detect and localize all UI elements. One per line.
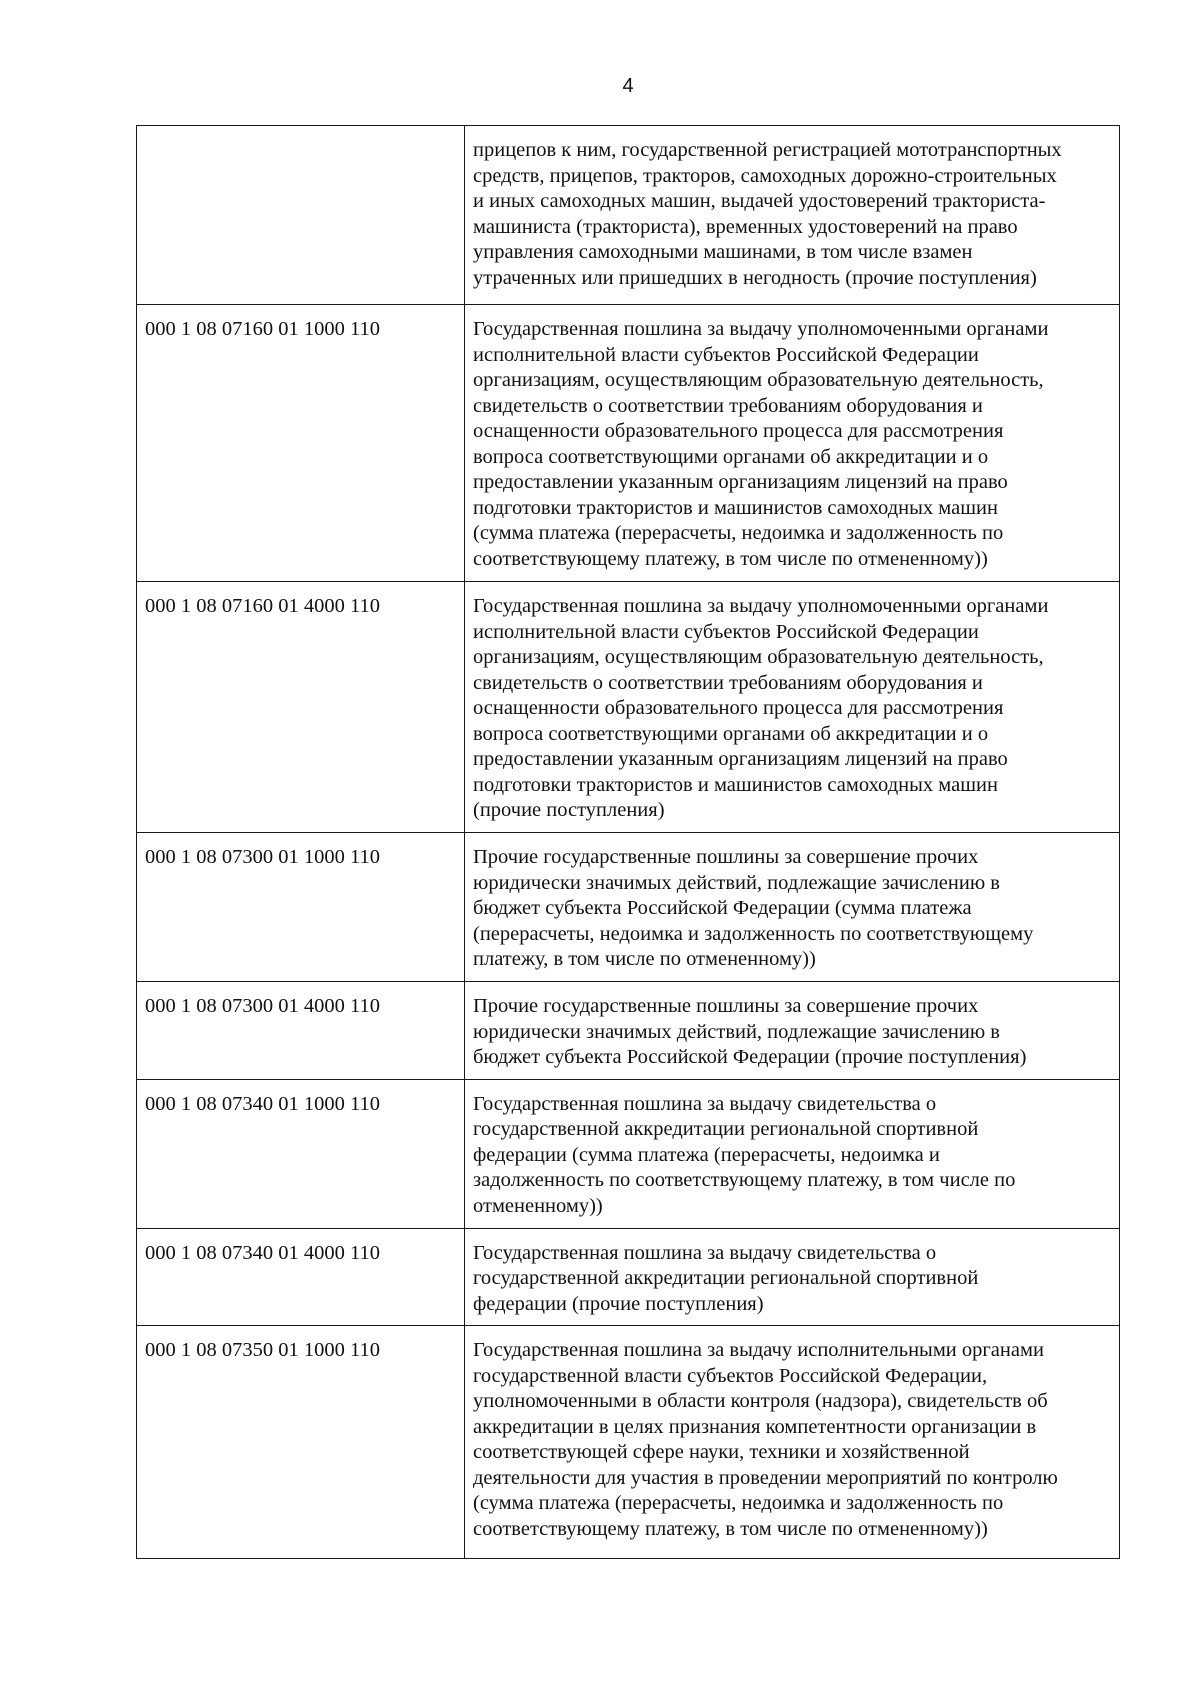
description-cell: Государственная пошлина за выдачу уполномоченными органами исполнительной власти субъектов Российской Федерации организациям, осуществляющим образовательную деятельность, свидетельств о соответствии требованиям оборудования и оснащенности образовательного процесса для рассмотрения вопроса соответствующими органами об аккредитации и о предоставлении указанным организациям лицензий на право подготовки трактористов и машинистов самоходных машин (сумма платежа (перерасчеты, недоимка и задолженность по соответствующему платежу, в том числе по отмененному)) (465, 305, 1120, 582)
description-cell: Государственная пошлина за выдачу уполномоченными органами исполнительной власти субъектов Российской Федерации организациям, осуществляющим образовательную деятельность, свидетельств о соответствии требованиям оборудования и оснащенности образовательного процесса для рассмотрения вопроса соответствующими органами об аккредитации и о предоставлении указанным организациям лицензий на право подготовки трактористов и машинистов самоходных машин (прочие поступления) (465, 582, 1120, 833)
description-cell: Государственная пошлина за выдачу исполнительными органами государственной власти субъектов Российской Федерации, уполномоченными в области контроля (надзора), свидетельств об аккредитации в целях признания компетентности организации в соответствующей сфере науки, техники и хозяйственной деятельности для участия в проведении мероприятий по контролю (сумма платежа (перерасчеты, недоимка и задолженность по соответствующему платежу, в том числе по отмененному)) (465, 1326, 1120, 1559)
page-number: 4 (622, 75, 634, 97)
budget-code-cell (137, 126, 465, 305)
table-row (137, 833, 1120, 982)
table-row (137, 582, 1120, 833)
budget-code-cell: 000 1 08 07300 01 4000 110 (137, 982, 465, 1080)
budget-code-cell: 000 1 08 07160 01 1000 110 (137, 305, 465, 582)
table-row (137, 126, 1120, 305)
description-cell: Государственная пошлина за выдачу свидетельства о государственной аккредитации региональной спортивной федерации (прочие поступления) (465, 1228, 1120, 1326)
revenue-codes-table (136, 125, 1120, 1559)
budget-code-cell: 000 1 08 07340 01 1000 110 (137, 1079, 465, 1228)
budget-code-cell: 000 1 08 07160 01 4000 110 (137, 582, 465, 833)
description-cell: Государственная пошлина за выдачу свидетельства о государственной аккредитации региональной спортивной федерации (сумма платежа (перерасчеты, недоимка и задолженность по соответствующему платежу, в том числе по отмененному)) (465, 1079, 1120, 1228)
budget-code-cell: 000 1 08 07350 01 1000 110 (137, 1326, 465, 1559)
budget-code-cell: 000 1 08 07300 01 1000 110 (137, 833, 465, 982)
budget-code-cell: 000 1 08 07340 01 4000 110 (137, 1228, 465, 1326)
table-row (137, 305, 1120, 582)
table-row (137, 1228, 1120, 1326)
table-row (137, 1326, 1120, 1559)
table-row (137, 982, 1120, 1080)
description-cell: Прочие государственные пошлины за совершение прочих юридически значимых действий, подлежащие зачислению в бюджет субъекта Российской Федерации (сумма платежа (перерасчеты, недоимка и задолженность по соответствующему платежу, в том числе по отмененному)) (465, 833, 1120, 982)
description-cell: Прочие государственные пошлины за совершение прочих юридически значимых действий, подлежащие зачислению в бюджет субъекта Российской Федерации (прочие поступления) (465, 982, 1120, 1080)
description-cell: прицепов к ним, государственной регистрацией мототранспортных средств, прицепов, тракторов, самоходных дорожно-строительных и иных самоходных машин, выдачей удостоверений тракториста- машиниста (тракториста), временных удостоверений на право управления самоходными машинами, в том числе взамен утраченных или пришедших в негодность (прочие поступления) (465, 126, 1120, 305)
table-row (137, 1079, 1120, 1228)
